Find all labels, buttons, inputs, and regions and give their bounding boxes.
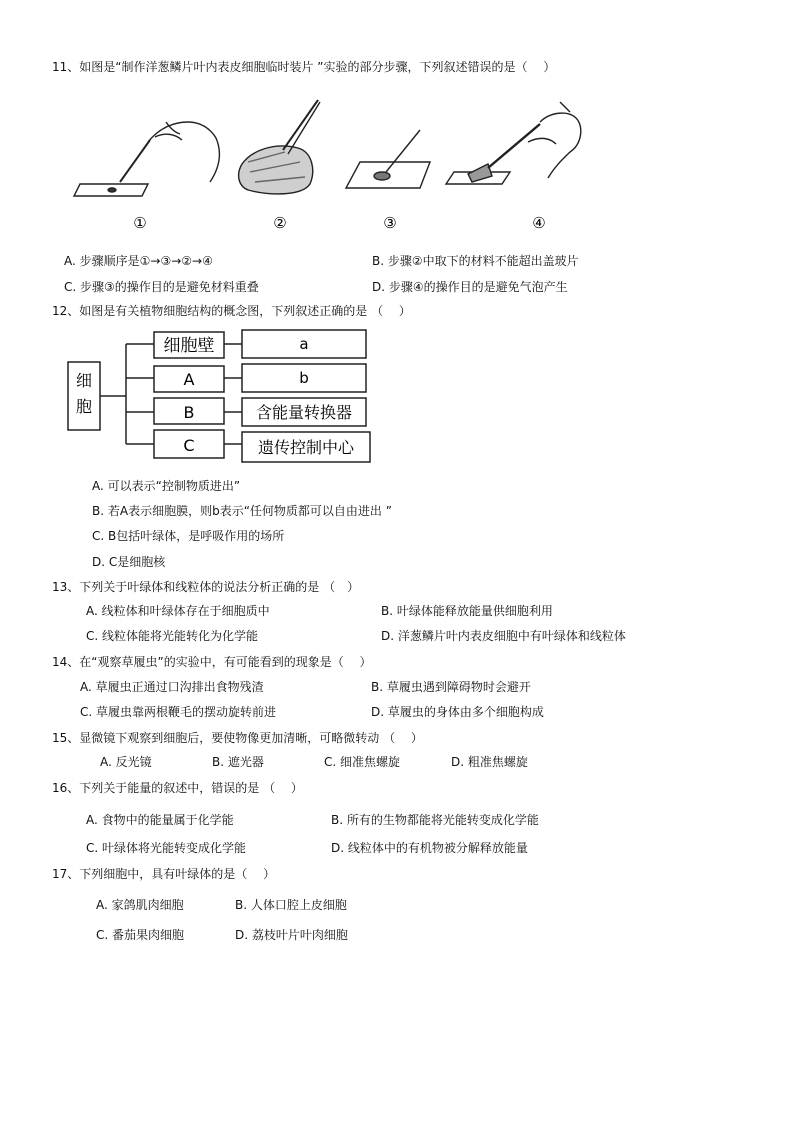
q14-option-c[interactable]: C. 草履虫靠两根鞭毛的摆动旋转前进 <box>80 705 277 719</box>
right-label-1: b <box>299 369 309 387</box>
q15-stem: 15、显微镜下观察到细胞后，要使物像更加清晰，可略微转动 （ ） <box>52 731 423 745</box>
q17-option-b[interactable]: B. 人体口腔上皮细胞 <box>235 898 347 912</box>
q11-option-a[interactable]: A. 步骤顺序是①→③→②→④ <box>64 254 213 268</box>
step-label-2: ② <box>273 214 287 232</box>
q14-stem: 14、在“观察草履虫”的实验中，有可能看到的现象是（ ） <box>52 655 372 669</box>
left-label-1: A <box>183 370 195 389</box>
q17-option-a[interactable]: A. 家鸽肌肉细胞 <box>96 898 184 912</box>
q14-option-b[interactable]: B. 草履虫遇到障碍物时会避开 <box>371 680 531 694</box>
step4-drawing <box>446 102 581 184</box>
q14-option-d[interactable]: D. 草履虫的身体由多个细胞构成 <box>371 705 544 719</box>
step-label-3: ③ <box>383 214 397 232</box>
q12-stem: 12、如图是有关植物细胞结构的概念图，下列叙述正确的是 （ ） <box>52 304 411 318</box>
q17-stem: 17、下列细胞中，具有叶绿体的是（ ） <box>52 867 276 881</box>
root-label: 细胞 <box>75 371 93 416</box>
q13-option-c[interactable]: C. 线粒体能将光能转化为化学能 <box>86 629 259 643</box>
q16-option-b[interactable]: B. 所有的生物都能将光能转变成化学能 <box>331 813 539 827</box>
left-label-2: B <box>183 403 195 422</box>
q12-concept-map <box>64 326 384 466</box>
right-label-2: 含能量转换器 <box>255 403 353 422</box>
step-label-4: ④ <box>532 214 546 232</box>
q13-stem: 13、下列关于叶绿体和线粒体的说法分析正确的是 （ ） <box>52 580 360 594</box>
q16-stem: 16、下列关于能量的叙述中，错误的是 （ ） <box>52 781 303 795</box>
q12-option-c[interactable]: C. B包括叶绿体，是呼吸作用的场所 <box>92 529 285 543</box>
q11-steps-figure <box>70 92 600 237</box>
step3-drawing <box>346 130 430 188</box>
q12-option-a[interactable]: A. 可以表示“控制物质进出” <box>92 479 241 493</box>
q13-option-d[interactable]: D. 洋葱鳞片叶内表皮细胞中有叶绿体和线粒体 <box>381 629 626 643</box>
q15-option-a[interactable]: A. 反光镜 <box>100 755 152 769</box>
q15-option-b[interactable]: B. 遮光器 <box>212 755 264 769</box>
step-label-1: ① <box>133 214 147 232</box>
q16-option-d[interactable]: D. 线粒体中的有机物被分解释放能量 <box>331 841 528 855</box>
q11-stem: 11、如图是“制作洋葱鳞片叶内表皮细胞临时装片 ”实验的部分步骤，下列叙述错误的是（ ） <box>52 60 556 74</box>
q16-option-c[interactable]: C. 叶绿体将光能转变成化学能 <box>86 841 247 855</box>
q16-option-a[interactable]: A. 食物中的能量属于化学能 <box>86 813 234 827</box>
q14-option-a[interactable]: A. 草履虫正通过口沟排出食物残渣 <box>80 680 264 694</box>
left-label-0: 细胞壁 <box>163 336 215 356</box>
q17-option-d[interactable]: D. 荔枝叶片叶肉细胞 <box>235 928 348 942</box>
q12-option-b[interactable]: B. 若A表示细胞膜，则b表示“任何物质都可以自由进出 ” <box>92 504 392 518</box>
q17-option-c[interactable]: C. 番茄果肉细胞 <box>96 928 185 942</box>
q11-option-d[interactable]: D. 步骤④的操作目的是避免气泡产生 <box>372 280 568 294</box>
step2-drawing <box>239 100 320 194</box>
q11-option-c[interactable]: C. 步骤③的操作目的是避免材料重叠 <box>64 280 259 294</box>
q13-option-a[interactable]: A. 线粒体和叶绿体存在于细胞质中 <box>86 604 270 618</box>
q12-option-d[interactable]: D. C是细胞核 <box>92 555 166 569</box>
right-label-3: 遗传控制中心 <box>257 438 355 457</box>
right-label-0: a <box>299 335 309 353</box>
q15-option-c[interactable]: C. 细准焦螺旋 <box>324 755 401 769</box>
q13-option-b[interactable]: B. 叶绿体能释放能量供细胞利用 <box>381 604 553 618</box>
q11-option-b[interactable]: B. 步骤②中取下的材料不能超出盖玻片 <box>372 254 579 268</box>
q15-option-d[interactable]: D. 粗准焦螺旋 <box>451 755 528 769</box>
left-label-3: C <box>183 436 195 455</box>
step1-drawing <box>74 122 219 196</box>
